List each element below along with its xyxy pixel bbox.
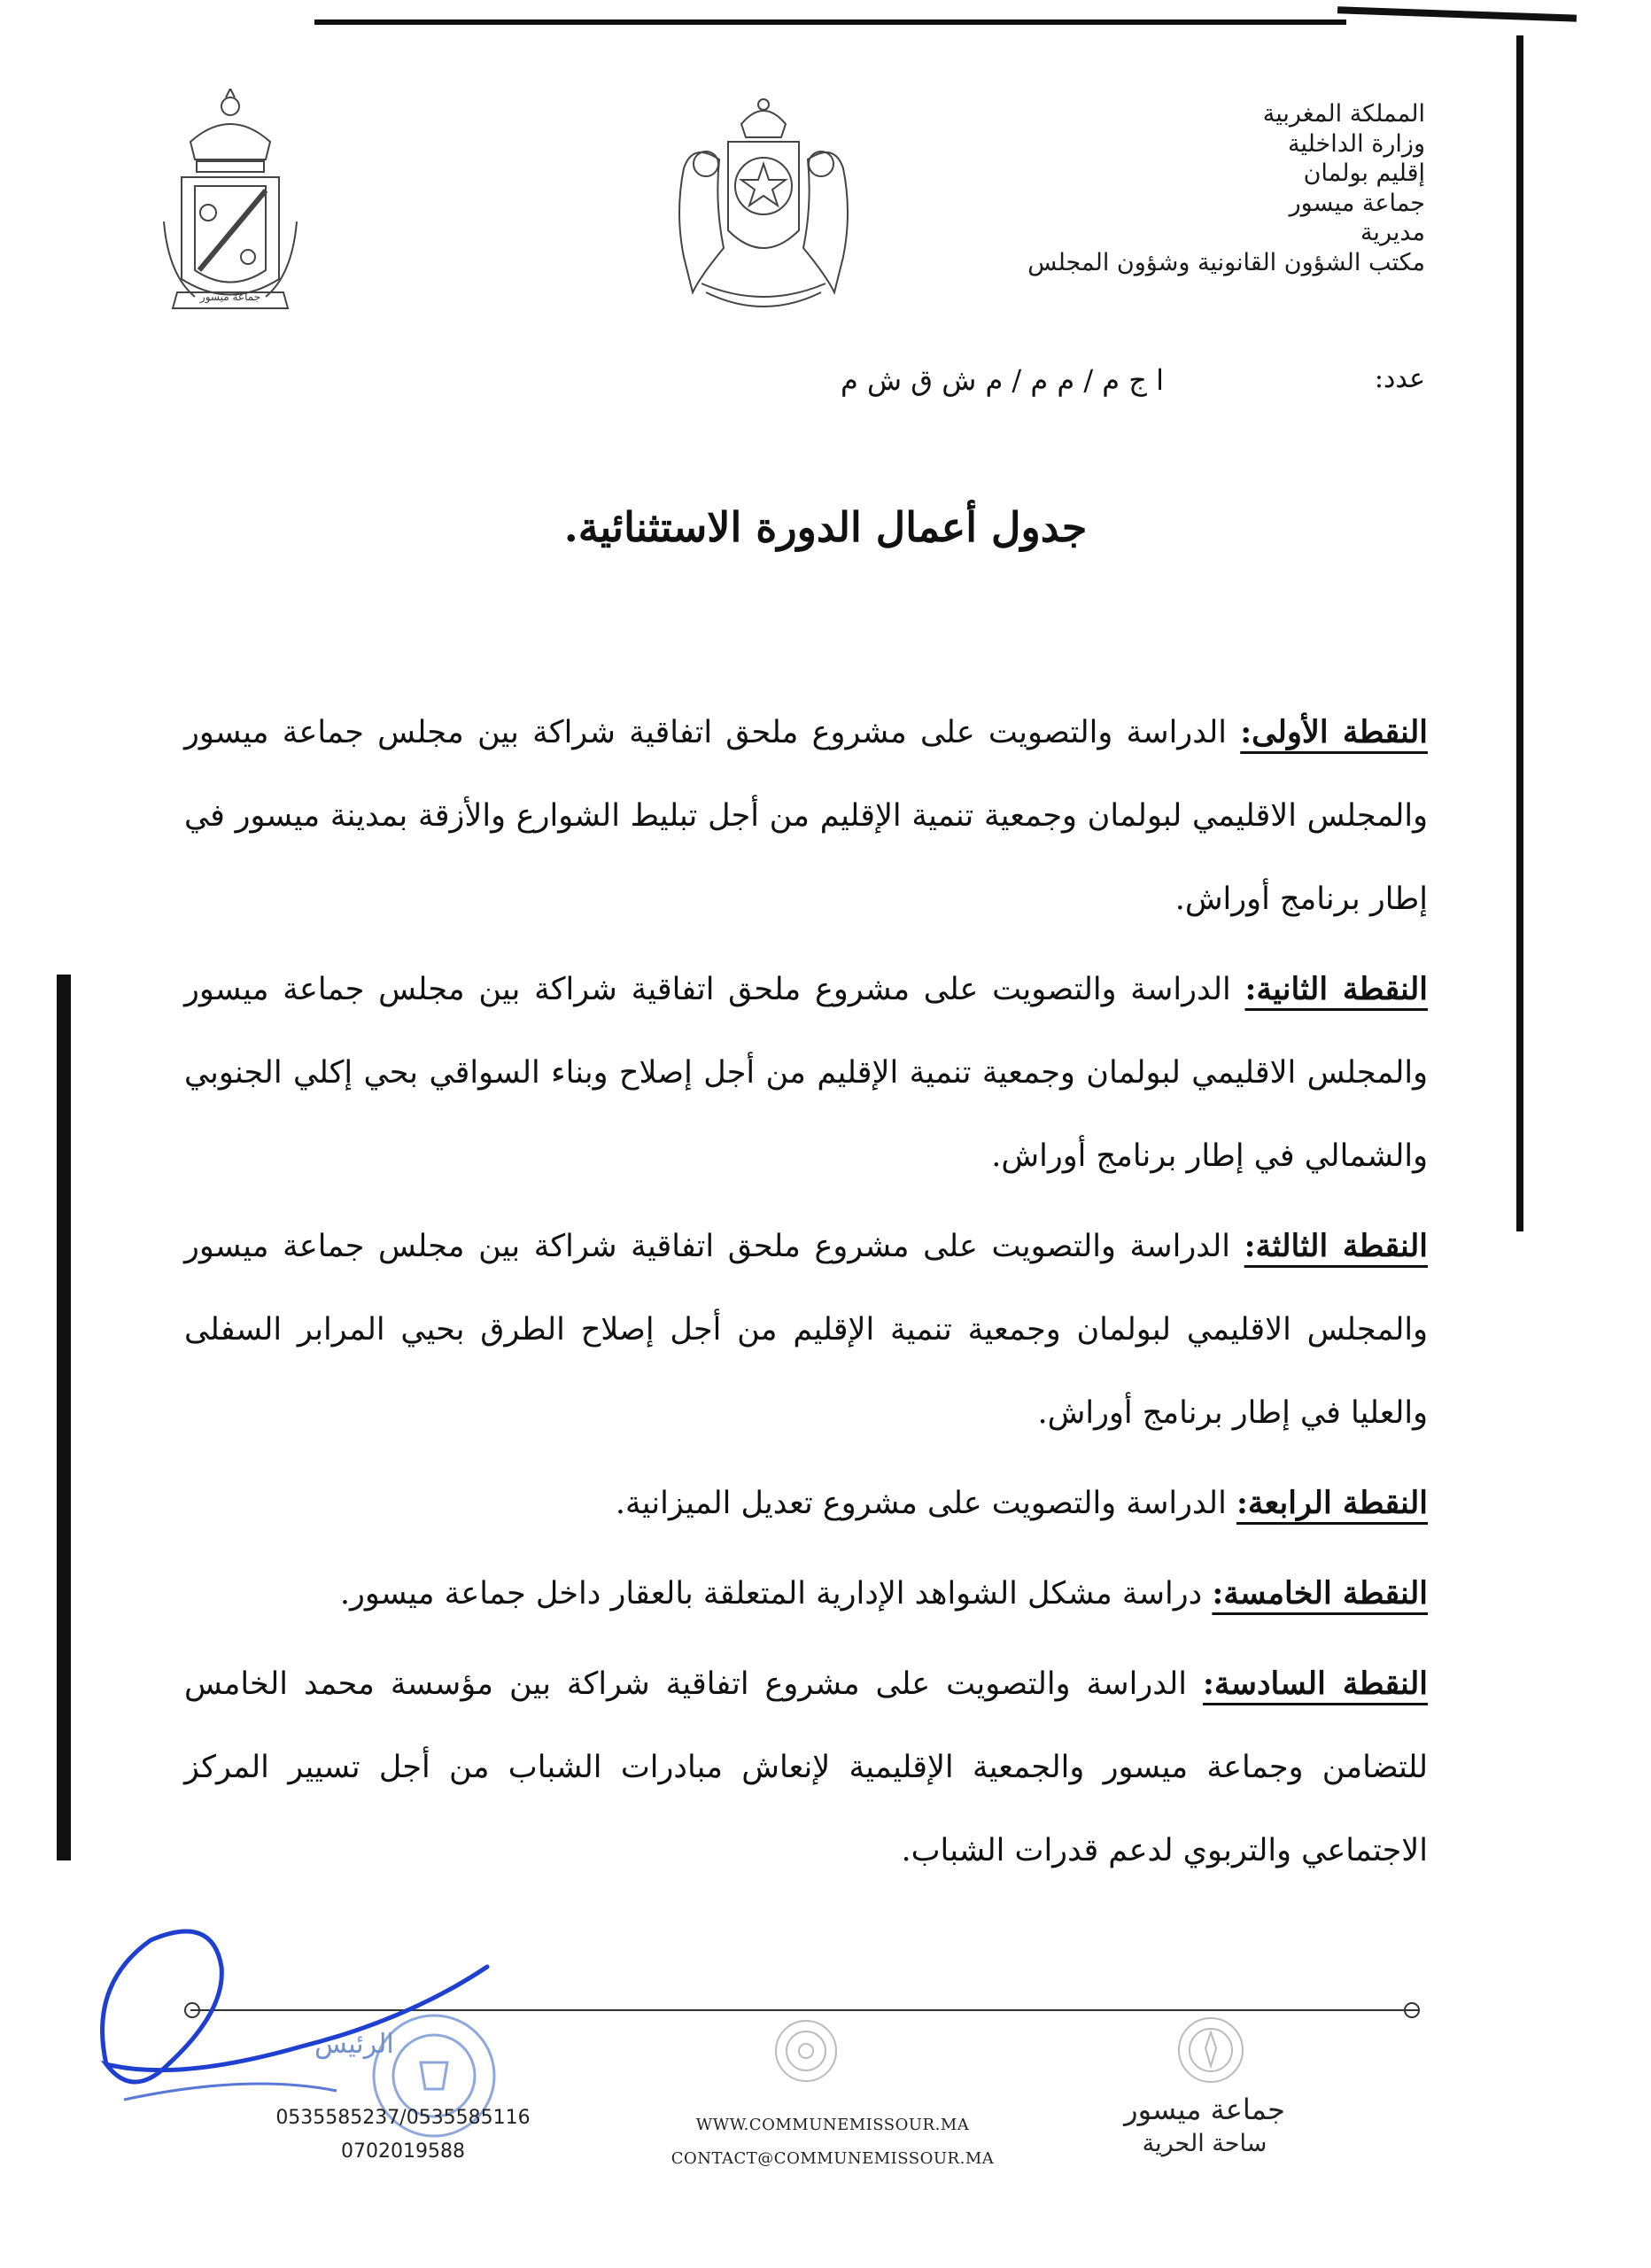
scan-edge-top-right <box>1337 6 1577 21</box>
footer-phones <box>252 2101 554 2169</box>
header-line-commune: جماعة ميسور <box>1289 189 1425 217</box>
agenda-list <box>184 691 1428 1899</box>
reference-number: ا ج م / م م / م ش ق ش م <box>840 363 1164 397</box>
document-title: جدول أعمال الدورة الاستثنائية. <box>563 503 1088 551</box>
footer-website[interactable]: WWW.COMMUNEMISSOUR.MA <box>695 2116 970 2134</box>
commune-crest <box>142 89 319 319</box>
agenda-item-text: الدراسة والتصويت على مشروع ملحق اتفاقية شراكة بين مجلس جماعة ميسور والمجلس الاقليمي لبولمان وجمعية تنمية الإقليم من أجل تبليط الشوارع والأزقة بمدينة ميسور في إطار برنامج أوراش. <box>184 715 1428 917</box>
agenda-item-label: النقطة السادسة: <box>1202 1666 1428 1702</box>
header-line-directorate: مديرية <box>1360 219 1425 246</box>
footer-commune-address: ساحة الحرية <box>1142 2130 1267 2157</box>
footer-rule-cap-right <box>1404 2002 1420 2018</box>
agenda-item-3 <box>184 1205 1428 1455</box>
royal-emblem <box>657 89 870 328</box>
agenda-item-label: النقطة الثانية: <box>1244 971 1428 1007</box>
agenda-item-label: النقطة الثالثة: <box>1244 1228 1428 1264</box>
scan-edge-left <box>57 975 71 1860</box>
footer-phone-numbers: 0535585237/0535585116 <box>275 2107 531 2129</box>
royal-coat-of-arms-icon <box>657 89 870 328</box>
header-line-province: إقليم بولمان <box>1303 159 1425 187</box>
footer-commune <box>1063 2093 1346 2157</box>
scan-edge-top <box>314 19 1346 25</box>
agenda-item-4 <box>184 1462 1428 1545</box>
header-line-office: مكتب الشؤون القانونية وشؤون المجلس <box>1027 248 1425 276</box>
agenda-item-2 <box>184 948 1428 1198</box>
commune-crest-caption: جماعة ميسور <box>199 291 261 303</box>
agenda-item-text: الدراسة والتصويت على مشروع ملحق اتفاقية شراكة بين مجلس جماعة ميسور والمجلس الاقليمي لبولمان وجمعية تنمية الإقليم من أجل إصلاح الطرق بحيي المرابر السفلى والعليا في إطار برنامج أوراش. <box>184 1229 1428 1431</box>
footer-commune-seal-icon <box>1174 2013 1249 2088</box>
agenda-item-text: الدراسة والتصويت على مشروع تعديل الميزانية. <box>615 1486 1227 1521</box>
president-signature-icon <box>71 1914 531 2117</box>
header-line-kingdom: المملكة المغربية <box>1262 100 1425 128</box>
reference-label: عدد: <box>1374 363 1425 394</box>
reference-line <box>823 363 1425 408</box>
header-block <box>929 99 1425 277</box>
scan-edge-right <box>1516 35 1523 1231</box>
agenda-item-label: النقطة الخامسة: <box>1212 1575 1428 1612</box>
agenda-item-text: دراسة مشكل الشواهد الإدارية المتعلقة بالعقار داخل جماعة ميسور. <box>339 1576 1203 1612</box>
agenda-item-text: الدراسة والتصويت على مشروع اتفاقية شراكة بين مؤسسة محمد الخامس للتضامن وجماعة ميسور والجمعية الإقليمية لإنعاش مبادرات الشباب من أجل تسيير المركز الاجتماعي والتربوي لدعم قدرات الشباب. <box>184 1666 1428 1868</box>
footer-web <box>602 2109 1063 2176</box>
agenda-item-1 <box>184 691 1428 941</box>
agenda-item-5 <box>184 1552 1428 1635</box>
agenda-item-6 <box>184 1643 1428 1892</box>
agenda-item-text: الدراسة والتصويت على مشروع ملحق اتفاقية شراكة بين مجلس جماعة ميسور والمجلس الاقليمي لبولمان وجمعية تنمية الإقليم من أجل إصلاح وبناء السواقي بحي إكلي الجنوبي والشمالي في إطار برنامج أوراش. <box>184 972 1428 1174</box>
footer-mobile-number: 0702019588 <box>341 2140 465 2163</box>
president-label: الرئيس <box>314 2029 394 2060</box>
commune-crest-icon <box>142 89 319 319</box>
header-line-ministry: وزارة الداخلية <box>1288 129 1425 158</box>
footer-seal-icon <box>771 2016 841 2086</box>
agenda-item-label: النقطة الأولى: <box>1240 714 1428 750</box>
agenda-item-label: النقطة الرابعة: <box>1236 1485 1428 1521</box>
footer-commune-name: جماعة ميسور <box>1124 2093 1285 2126</box>
footer-email[interactable]: CONTACT@COMMUNEMISSOUR.MA <box>670 2149 995 2168</box>
